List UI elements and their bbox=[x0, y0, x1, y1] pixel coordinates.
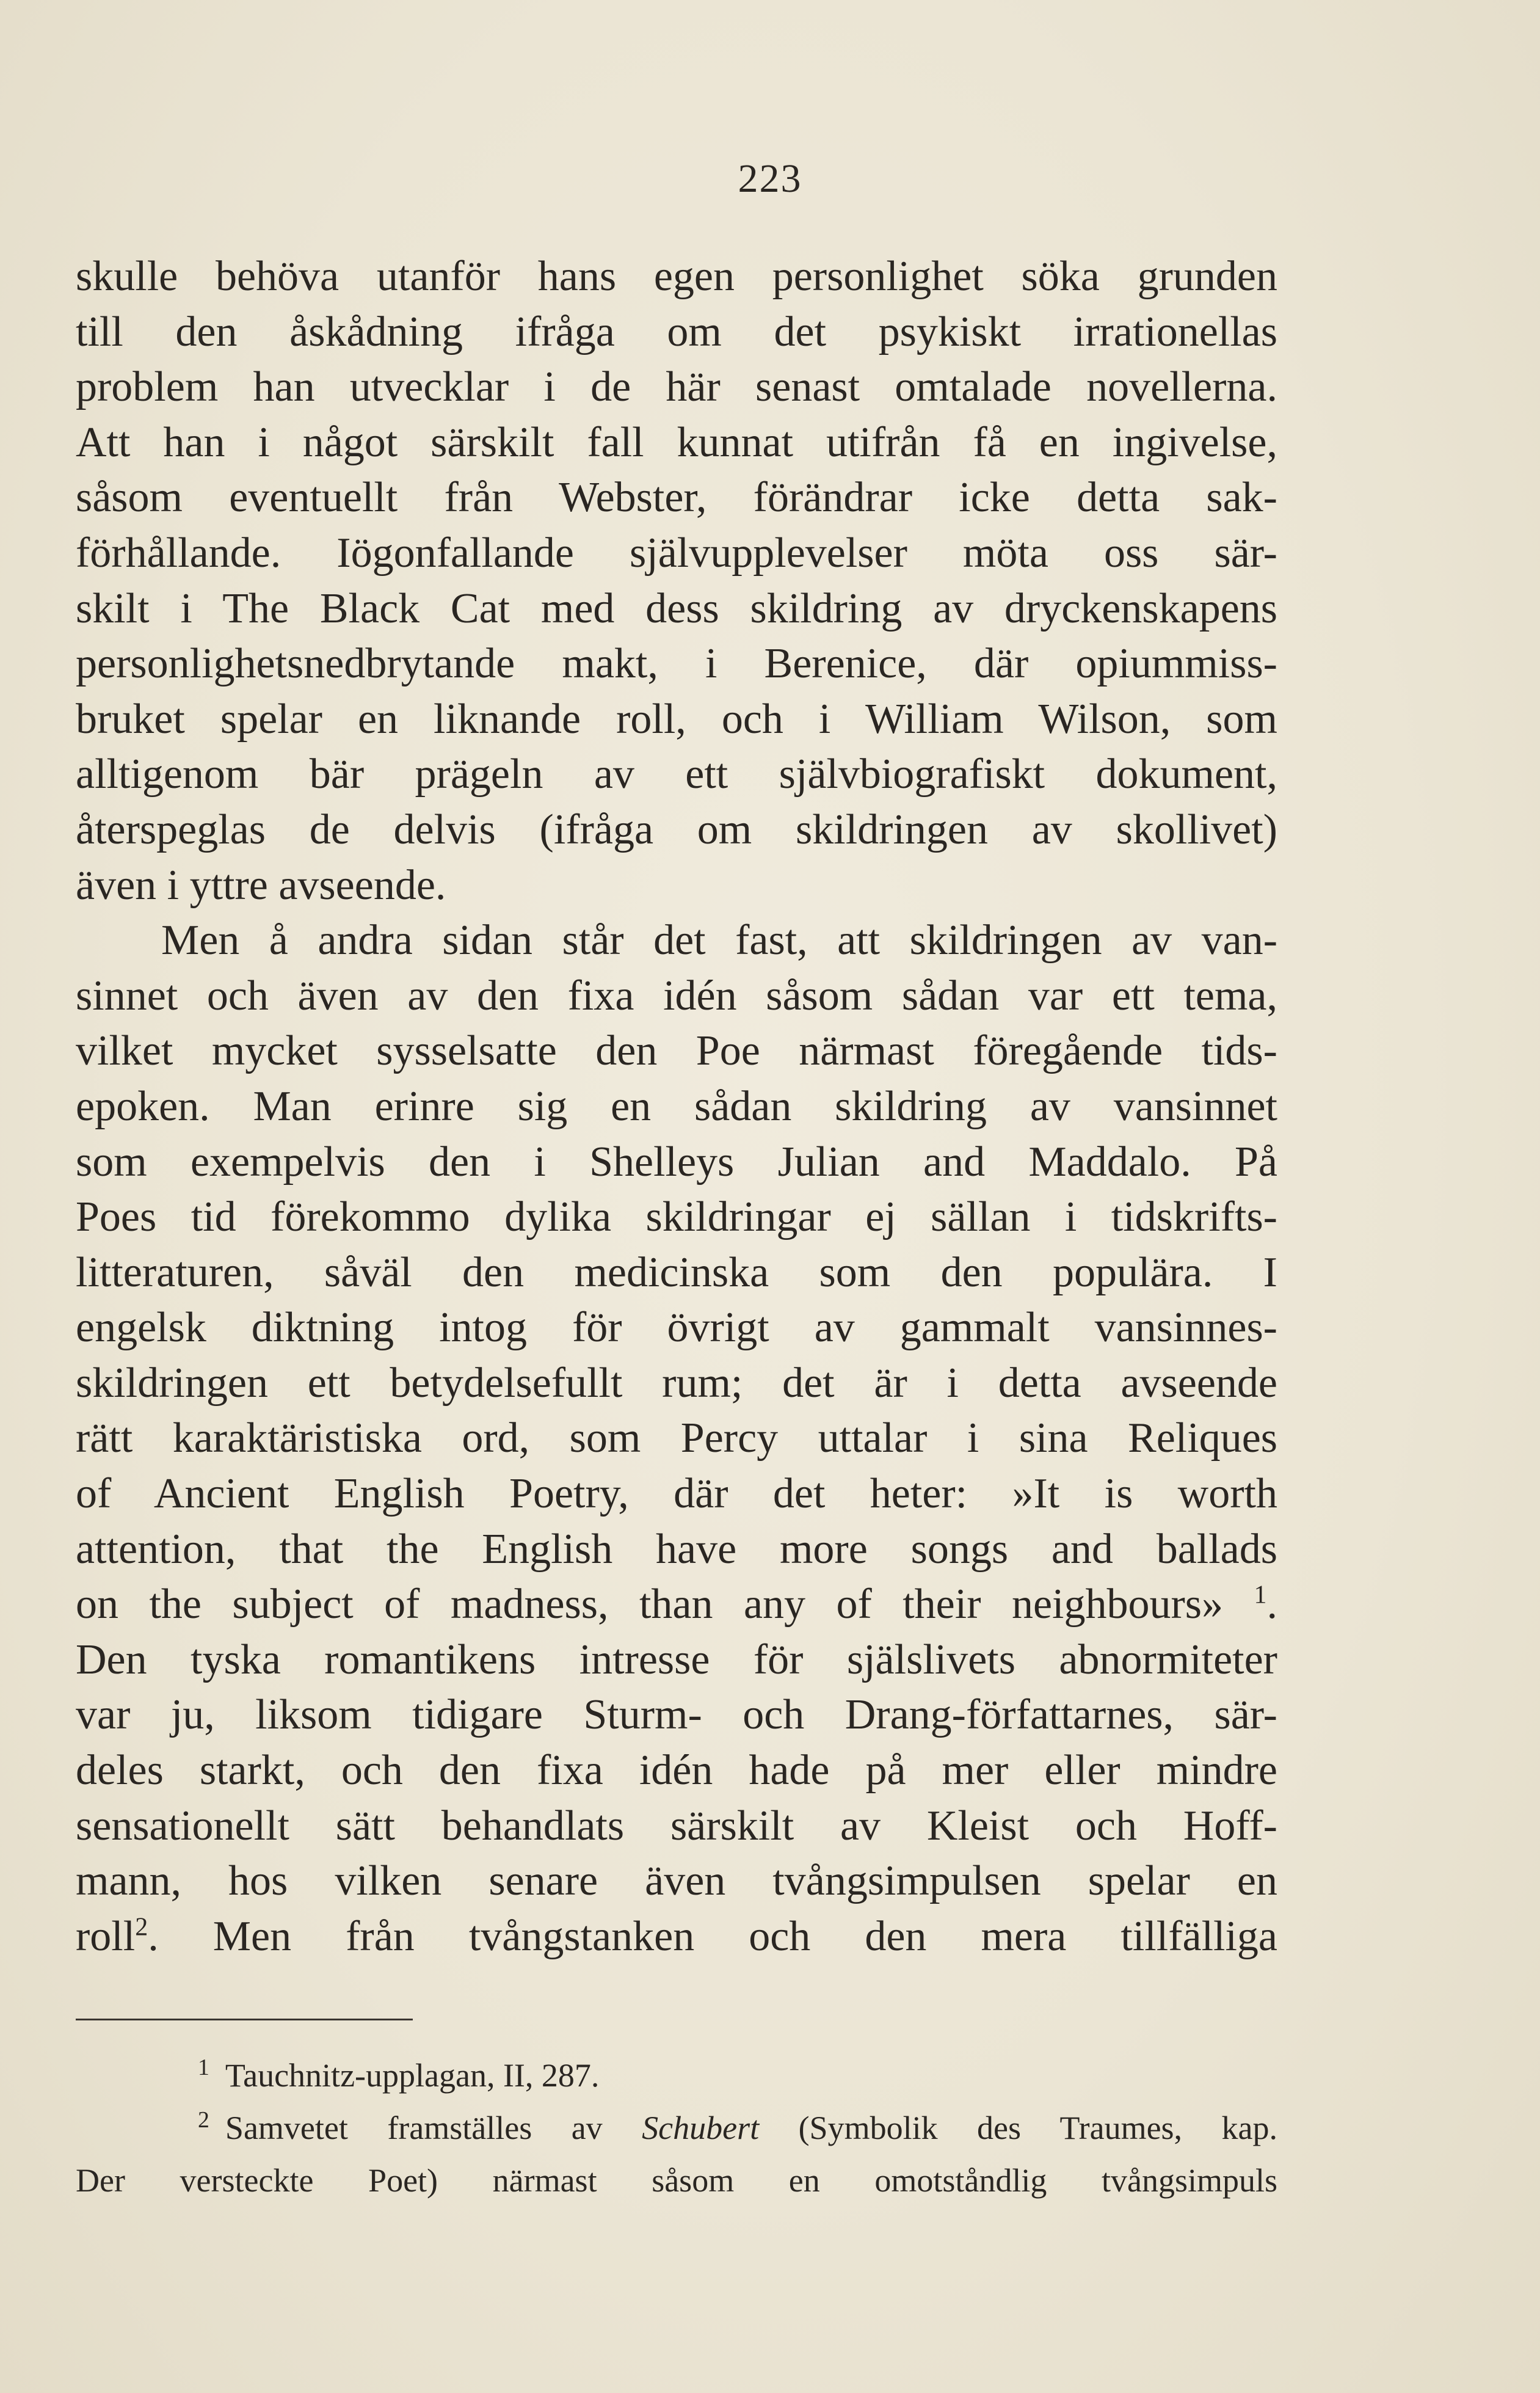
text-line: vilket mycket sysselsatte den Poe närmast föregående tids- bbox=[76, 1027, 1277, 1075]
text-line: problem han utvecklar i de här senast omtalade novellerna. bbox=[76, 363, 1277, 411]
footnote-rule bbox=[76, 2019, 413, 2020]
footnote-text: Tauchnitz-upplagan, II, 287. bbox=[225, 2057, 600, 2094]
footnotes bbox=[76, 2049, 1277, 2207]
text-line: on the subject of madness, than any of their neighbours» $^1$. bbox=[76, 1581, 1278, 1628]
text-line: skildringen ett betydelsefullt rum; det är i detta avseende bbox=[76, 1359, 1277, 1407]
text-line: deles starkt, och den fixa idén hade på mer eller mindre bbox=[76, 1747, 1277, 1794]
text-segment: roll bbox=[76, 1912, 136, 1960]
text-line: skilt i The Black Cat med dess skildring av dryckenskapens bbox=[76, 585, 1277, 632]
footnote-number: 2 bbox=[198, 2107, 209, 2133]
text-line: sinnet och även av den fixa idén såsom sådan var ett tema, bbox=[76, 972, 1277, 1019]
text-line: Poes tid förekommo dylika skildringar ej sällan i tidskrifts- bbox=[76, 1193, 1277, 1241]
text-line: Att han i något särskilt fall kunnat utifrån få en ingivelse, bbox=[76, 418, 1277, 466]
footnote-number: 1 bbox=[198, 2055, 209, 2080]
footnote-author: Schubert bbox=[642, 2110, 760, 2146]
footnote-2-continuation: Der versteckte Poet) närmast såsom en omotståndlig tvångsimpuls bbox=[76, 2162, 1277, 2199]
text-line: till den åskådning ifråga om det psykiskt irrationellas bbox=[76, 308, 1277, 355]
text-line: Men å andra sidan står det fast, att skildringen av van- bbox=[161, 917, 1277, 964]
footnote-text: (Symbolik des Traumes, kap. bbox=[759, 2110, 1277, 2146]
text-line: förhållande. Iögonfallande självupplevelser möta oss sär- bbox=[76, 529, 1277, 577]
text-line: personlighetsnedbrytande makt, i Berenice, där opiummiss- bbox=[76, 640, 1277, 688]
text-line: alltigenom bär prägeln av ett självbiografiskt dokument, bbox=[76, 751, 1277, 798]
footnote-1 bbox=[76, 2049, 1277, 2102]
footnote-2 bbox=[76, 2102, 1277, 2154]
page-number: 223 bbox=[738, 156, 802, 201]
text-segment: on the subject of madness, than any of their neighbours» bbox=[76, 1581, 1224, 1628]
text-segment: Men från tvångstanken och den mera tillfälliga bbox=[212, 1912, 1277, 1960]
footnote-text: Samvetet framställes av bbox=[225, 2110, 642, 2146]
text-line: Den tyska romantikens intresse för själslivets abnormiteter bbox=[76, 1636, 1277, 1683]
body-text bbox=[76, 249, 1277, 1964]
text-line: sensationellt sätt behandlats särskilt av Kleist och Hoff- bbox=[76, 1802, 1277, 1849]
footnote-ref: 1 bbox=[1254, 1581, 1267, 1609]
footnote-ref: 2 bbox=[135, 1913, 148, 1942]
text-line: såsom eventuellt från Webster, förändrar icke detta sak- bbox=[76, 474, 1277, 522]
text-line: litteraturen, såväl den medicinska som den populära. I bbox=[76, 1248, 1277, 1296]
text-line: mann, hos vilken senare även tvångsimpulsen spelar en bbox=[76, 1857, 1277, 1905]
text-line: även i yttre avseende. bbox=[76, 861, 446, 909]
text-line: var ju, liksom tidigare Sturm- och Drang-författarnes, sär- bbox=[76, 1691, 1277, 1739]
text-line: rätt karaktäristiska ord, som Percy uttalar i sina Reliques bbox=[76, 1415, 1277, 1462]
text-line: som exempelvis den i Shelleys Julian and Maddalo. På bbox=[76, 1138, 1277, 1186]
text-line: epoken. Man erinre sig en sådan skildring av vansinnet bbox=[76, 1082, 1277, 1130]
text-line: engelsk diktning intog för övrigt av gammalt vansinnes- bbox=[76, 1304, 1277, 1352]
text-line: attention, that the English have more songs and ballads bbox=[76, 1525, 1277, 1573]
text-line: of Ancient English Poetry, där det heter: »It is worth bbox=[76, 1470, 1277, 1518]
text-line: skulle behöva utanför hans egen personlighet söka grunden bbox=[76, 253, 1277, 300]
text-line: roll$^2$. Men från tvångstanken och den mera tillfälliga bbox=[76, 1912, 1277, 1960]
text-line: återspeglas de delvis (ifråga om skildringen av skollivet) bbox=[76, 806, 1277, 853]
text-line: bruket spelar en liknande roll, och i William Wilson, som bbox=[76, 695, 1277, 743]
